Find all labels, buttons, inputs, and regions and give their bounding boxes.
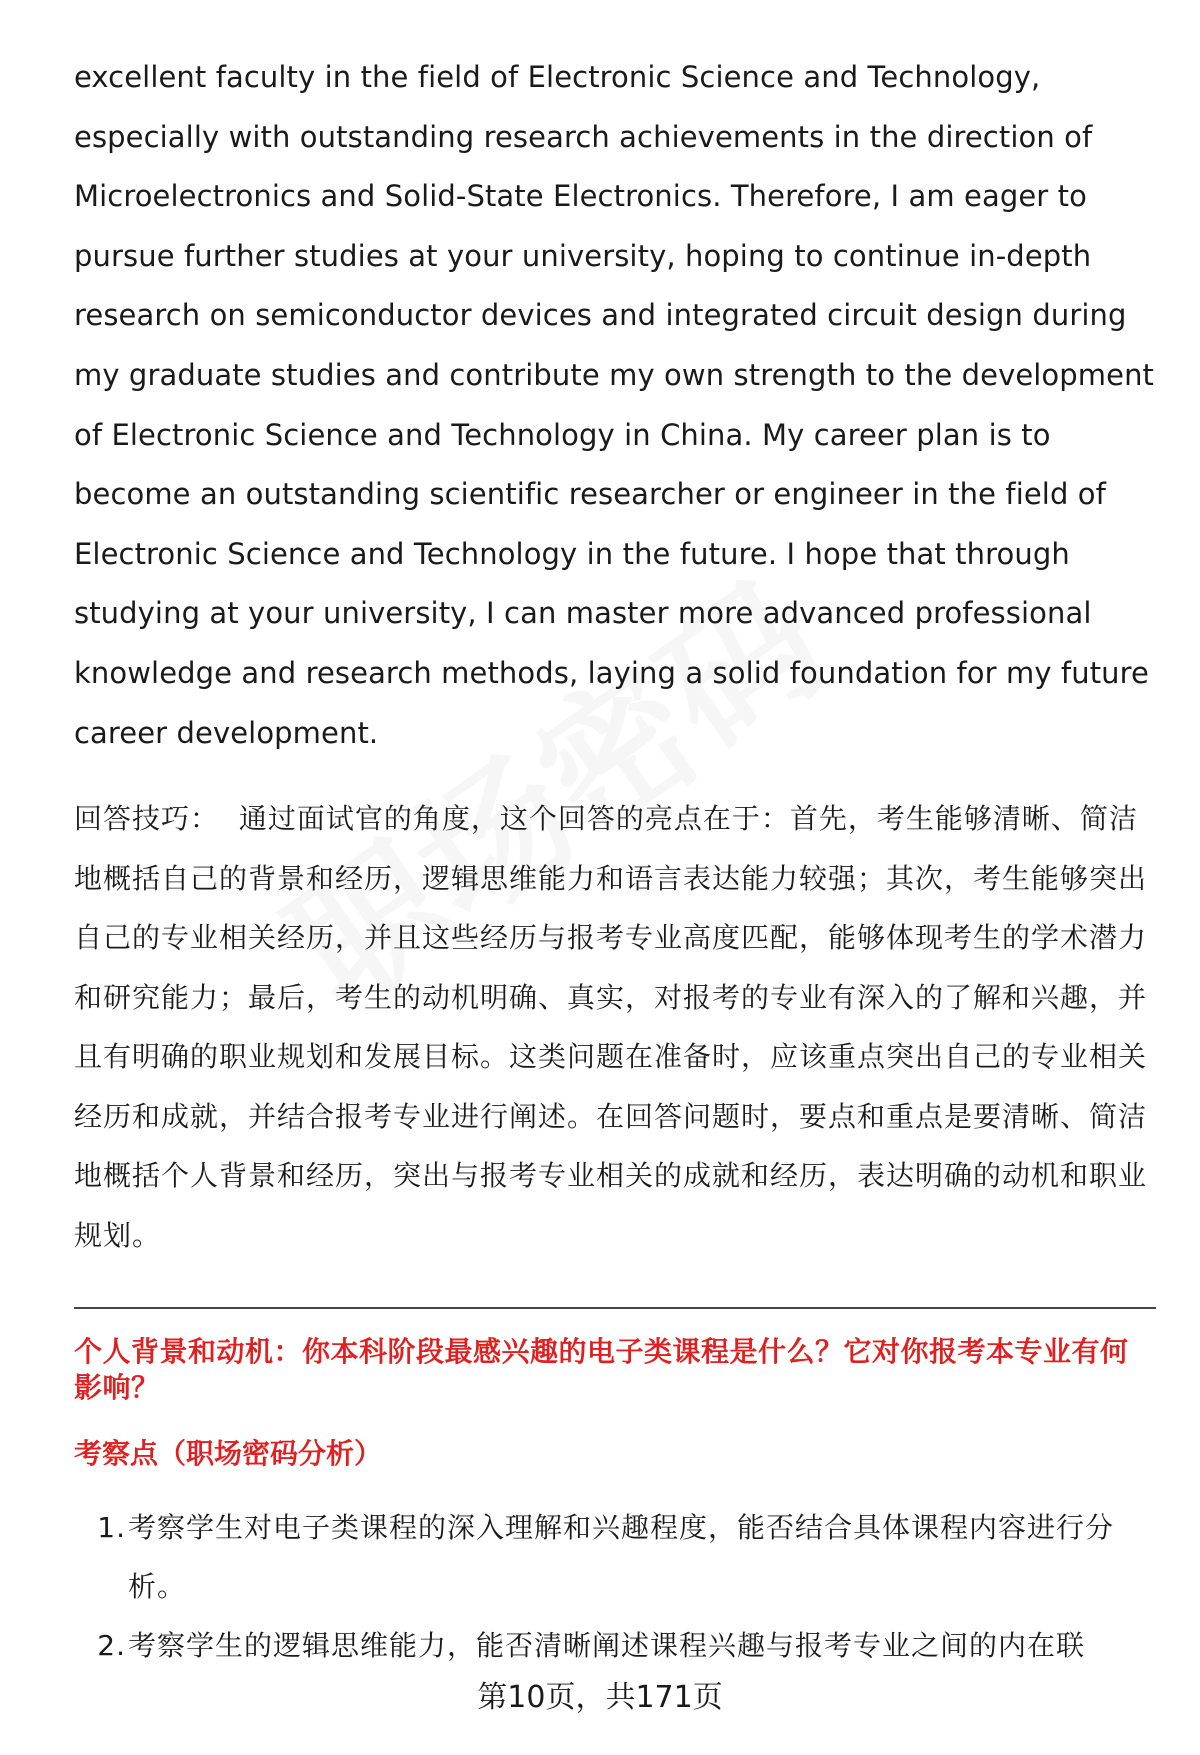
assessment-points-list [74,1498,1156,1675]
list-item-text: 考察学生对电子类课程的深入理解和兴趣程度，能否结合具体课程内容进行分析。 [128,1511,1115,1604]
page-number-footer: 第10页，共171页 [477,1680,723,1715]
list-item [74,1498,1156,1616]
answer-paragraph: excellent faculty in the field of Electronic Science and Technology, especially with outstanding research achievements in the direction of Microelectronics and Solid-State Electronics. Therefore, I am eager to pursue further studies at your university, hoping to continue in-depth research on semiconductor devices and integrated circuit design during my graduate studies and contribute my own strength to the development of Electronic Science and Technology in China. My career plan is to become an outstanding scientific researcher or engineer in the field of Electronic Science and Technology in the future. I hope that through studying at your university, I can master more advanced professional knowledge and research methods, laying a solid foundation for my future career development. [74,60,1155,750]
tip-text: 通过面试官的角度，这个回答的亮点在于：首先，考生能够清晰、简洁地概括自己的背景和经历，逻辑思维能力和语言表达能力较强；其次，考生能够突出自己的专业相关经历，并且这些经历与报考专业高度匹配，能够体现考生的学术潜力和研究能力；最后，考生的动机明确、真实，对报考的专业有深入的了解和兴趣，并且有明确的职业规划和发展目标。这类问题在准备时，应该重点突出自己的专业相关经历和成就，并结合报考专业进行阐述。在回答问题时，要点和重点是要清晰、简洁地概括个人背景和经历，突出与报考专业相关的成就和经历，表达明确的动机和职业规划。 [74,802,1148,1252]
tip-label: 回答技巧： [74,802,220,836]
list-item-text: 考察学生的逻辑思维能力，能否清晰阐述课程兴趣与报考专业之间的内在联 [128,1629,1086,1663]
list-item-number: 2. [97,1629,126,1663]
document-page [74,48,1156,1675]
list-item-number: 1. [97,1511,126,1545]
assessment-points-heading: 考察点（职场密码分析） [74,1437,383,1471]
section-divider [74,1307,1156,1309]
answer-tip-paragraph [74,789,1156,1265]
list-item [74,1616,1156,1675]
question-heading: 个人背景和动机：你本科阶段最感兴趣的电子类课程是什么？它对你报考本专业有何影响？ [74,1335,1129,1405]
